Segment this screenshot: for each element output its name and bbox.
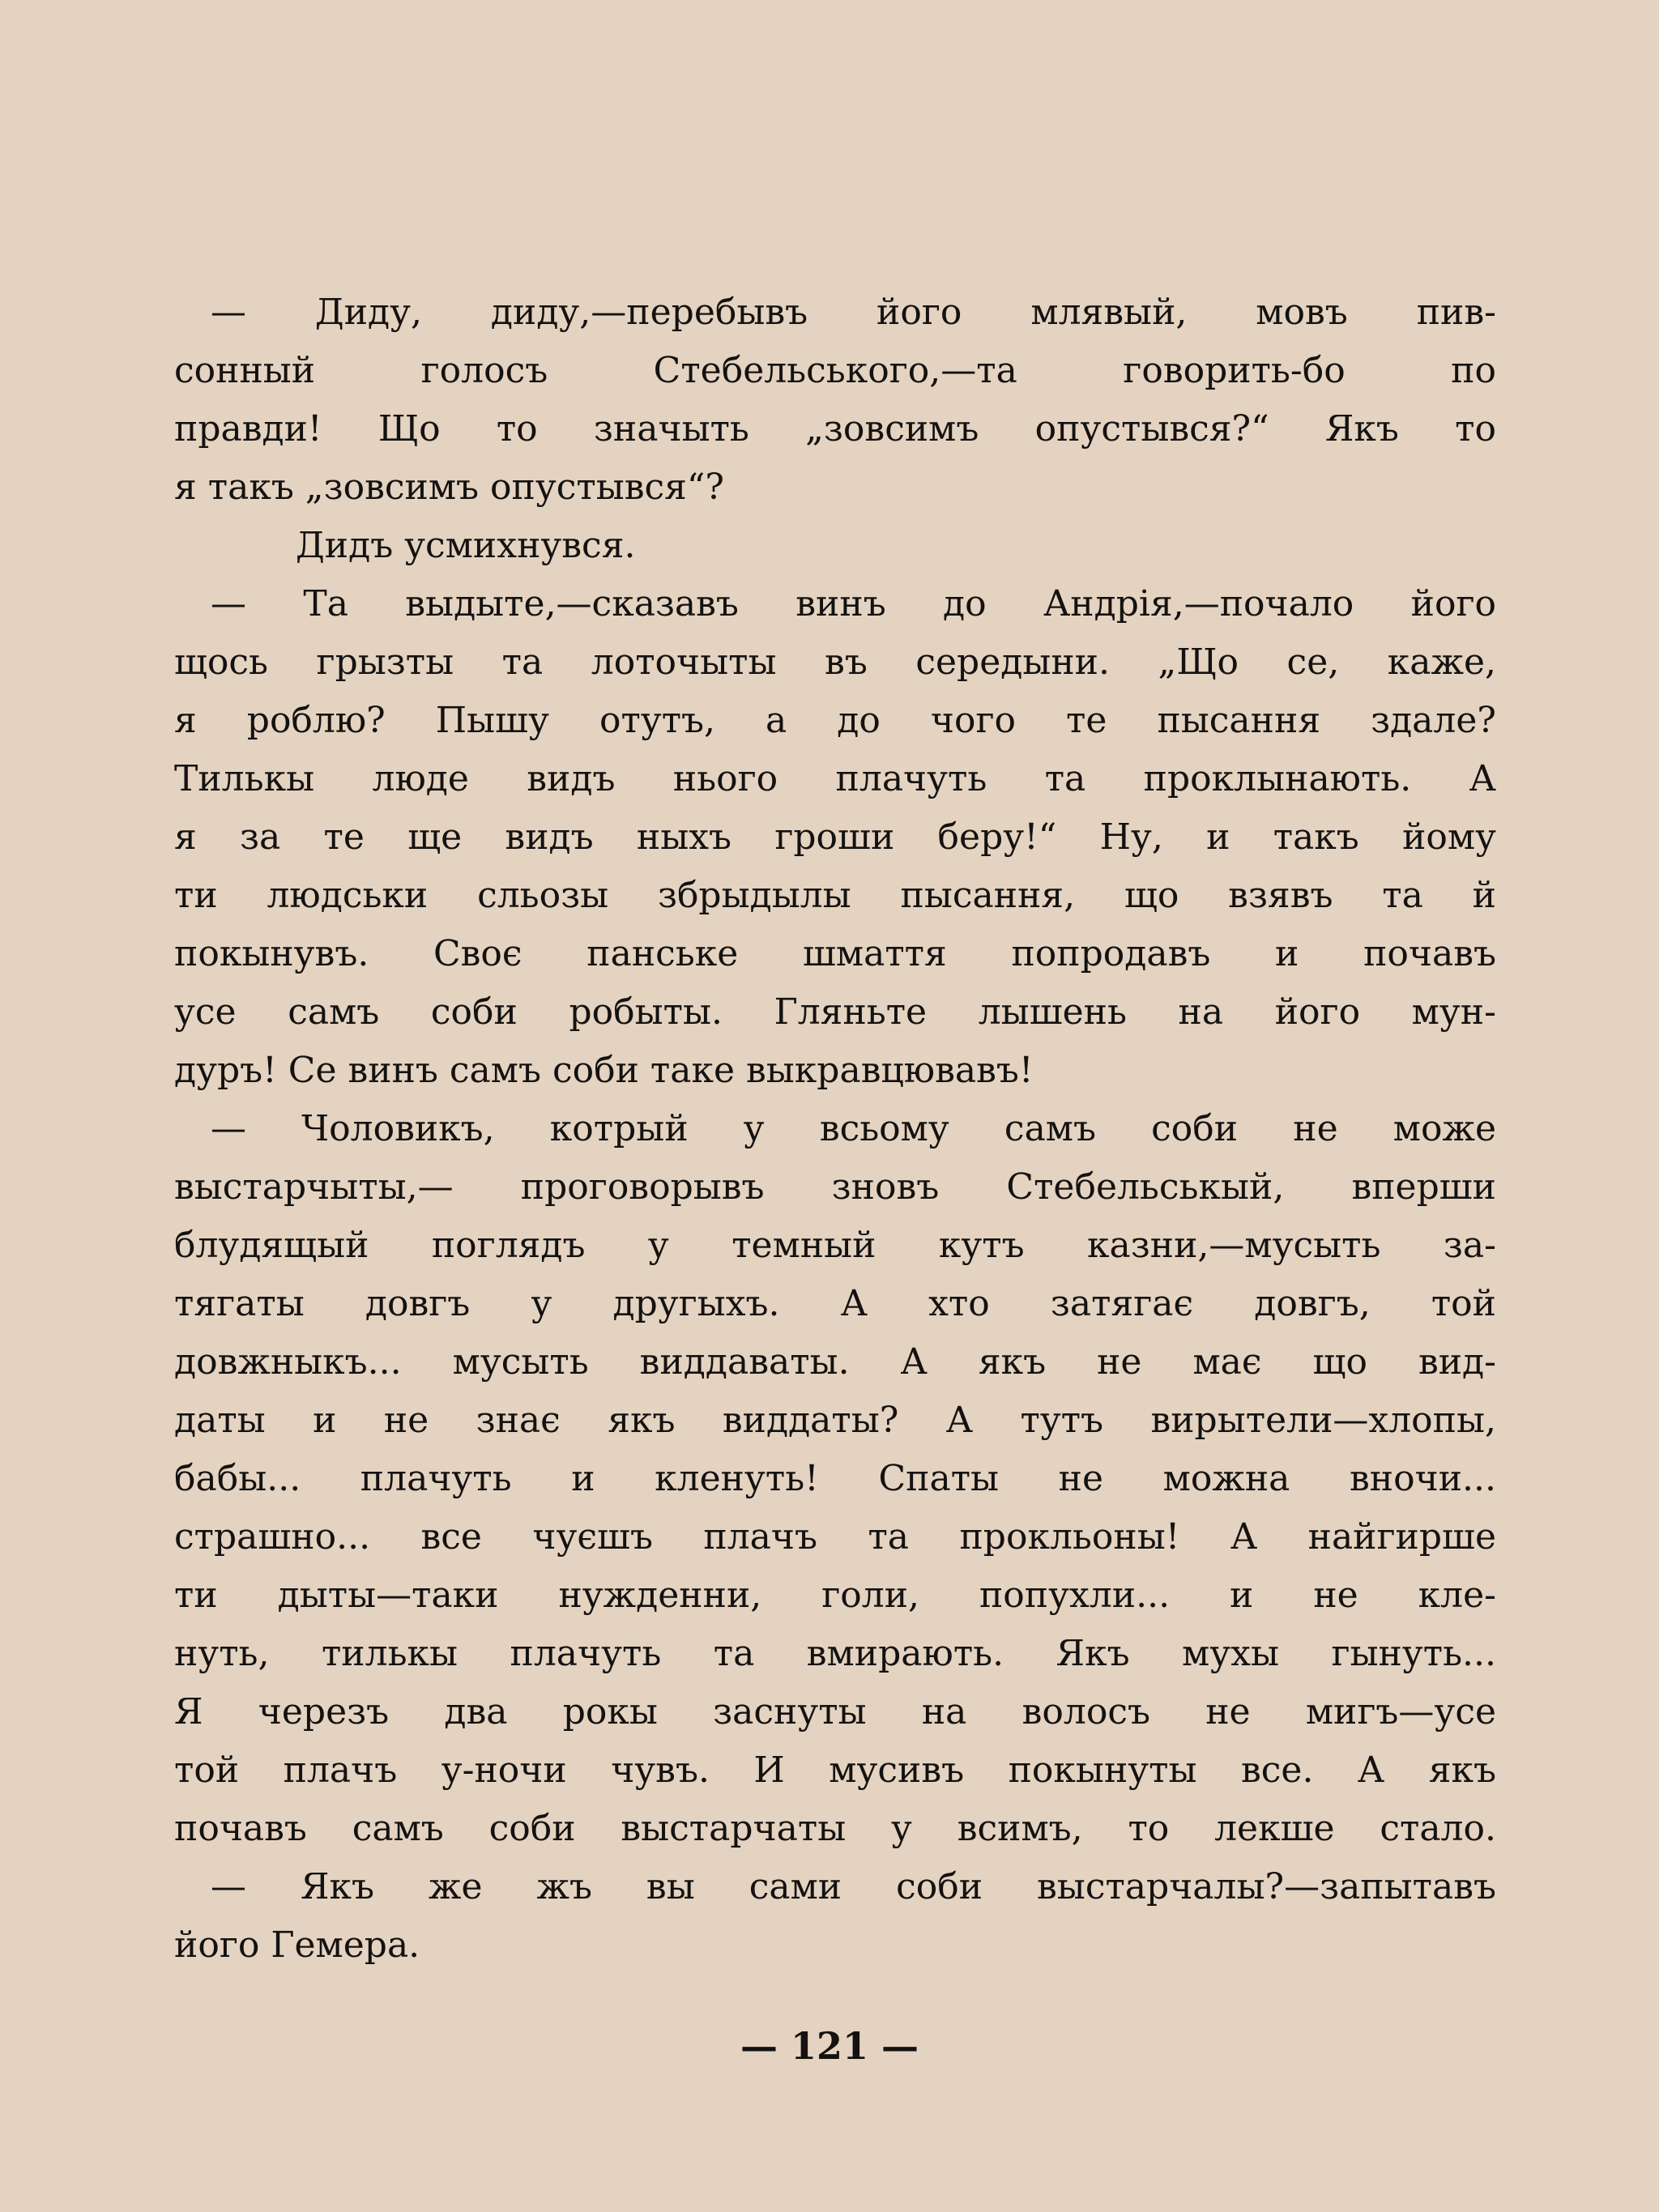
text-line: той плачъ у-ночи чувъ. И мусивъ покынуты все. А якъ [174,1750,1496,1791]
text-line: выстарчыты,— проговорывъ зновъ Стебельськый, вперши [174,1166,1496,1208]
text-line: почавъ самъ соби выстарчаты у всимъ, то лекше стало. [174,1808,1496,1849]
text-line: — Чоловикъ, котрый у всьому самъ соби не може [211,1108,1496,1149]
text-line: Дидъ усмихнувся. [296,525,636,566]
text-line: я такъ „зовсимъ опустывся“? [174,467,724,508]
page-body-text [174,283,1496,1975]
text-line: правди! Що то значыть „зовсимъ опустывся?“ Якъ то [174,408,1496,450]
text-line: дуръ! Се винъ самъ соби таке выкравцювавъ! [174,1050,1034,1091]
text-line: я роблю? Пышу отутъ, а до чого те пысання здале? [174,700,1496,741]
text-line: я за те ще видъ ныхъ гроши беру!“ Ну, и такъ йому [174,816,1496,858]
text-line: покынувъ. Своє панське шмаття попродавъ и почавъ [174,933,1496,974]
text-line: тягаты довгъ у другыхъ. А хто затягає довгъ, той [174,1283,1496,1324]
text-line: усе самъ соби робыты. Гляньте лышень на його мун- [174,991,1496,1033]
text-line: сонный голосъ Стебельського,—та говорить-бо по [174,350,1496,391]
text-line: Я черезъ два рокы заснуты на волосъ не мигъ—усе [174,1691,1496,1733]
text-line: страшно... все чуєшъ плачъ та прокльоны! А найгирше [174,1516,1496,1558]
text-line: довжныкъ... мусыть виддаваты. А якъ не має що вид- [174,1341,1496,1383]
text-line: — Диду, диду,—перебывъ його млявый, мовъ пив- [211,292,1496,333]
text-line: щось грызты та лоточыты въ середыни. „Що се, каже, [174,641,1496,683]
text-line: блудящый поглядъ у темный кутъ казни,—мусыть за- [174,1225,1496,1266]
text-line: — Якъ же жъ вы сами соби выстарчалы?—запытавъ [211,1866,1496,1907]
text-line: нуть, тилькы плачуть та вмирають. Якъ мухы гынуть... [174,1633,1496,1674]
page-number: — 121 — [740,2024,919,2068]
text-line: — Та выдыте,—сказавъ винъ до Андрія,—почало його [211,583,1496,624]
text-line: даты и не знає якъ виддаты? А тутъ вирытели—хлопы, [174,1400,1496,1441]
text-line: бабы... плачуть и кленуть! Спаты не можна вночи... [174,1458,1496,1499]
text-line: Тилькы люде видъ нього плачуть та проклынають. А [174,758,1496,799]
text-line: ти дыты—таки нужденни, голи, попухли... и не кле- [174,1575,1496,1616]
text-line: його Гемера. [174,1924,420,1966]
text-line: ти людськи сльозы збрыдылы пысання, що взявъ та й [174,875,1496,916]
